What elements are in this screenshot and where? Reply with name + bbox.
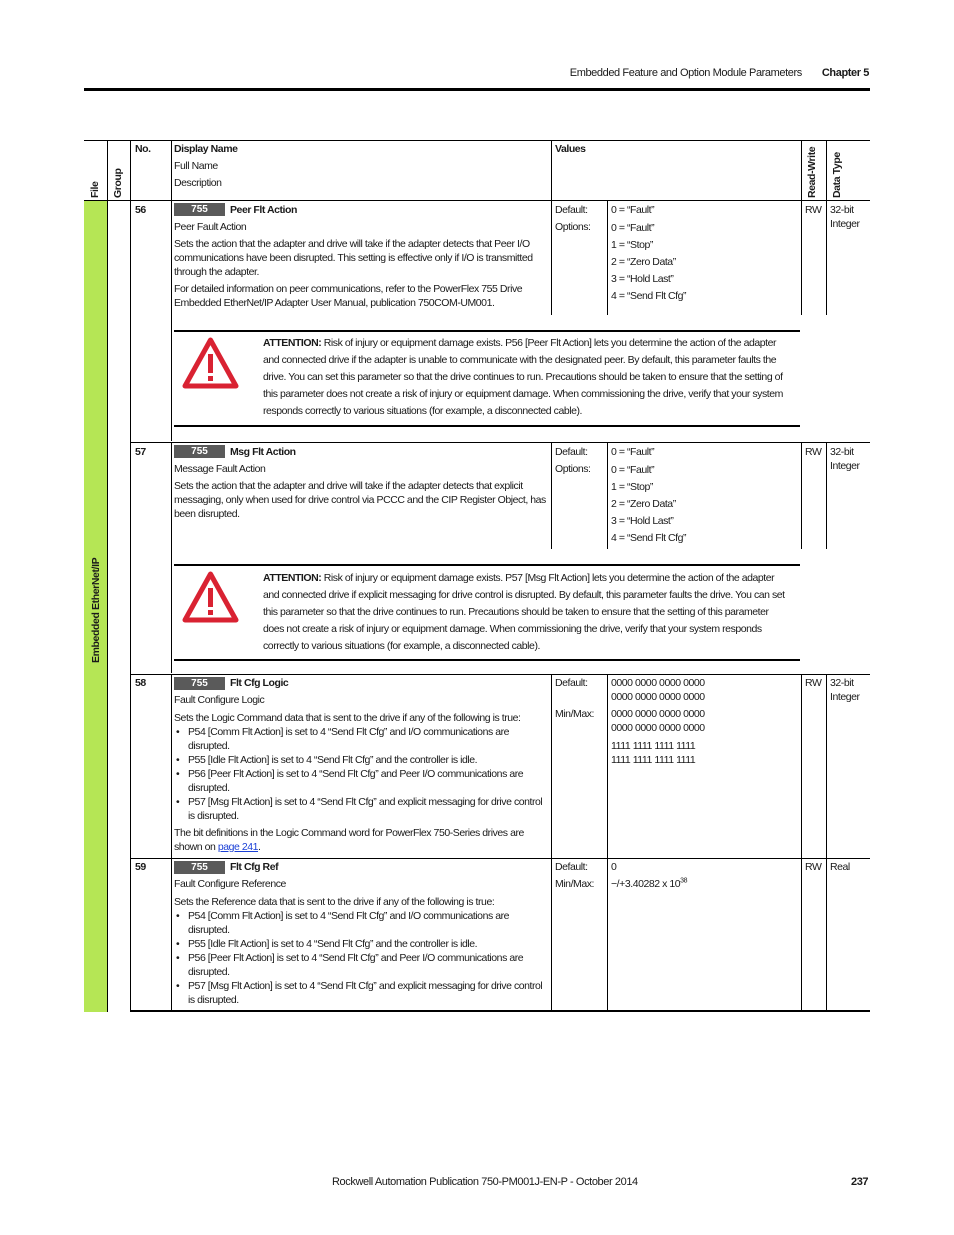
rule	[826, 675, 827, 858]
col-rule-group	[130, 140, 131, 1012]
rule	[171, 549, 172, 673]
option-item: 3 = “Hold Last”	[611, 515, 674, 527]
rule	[826, 859, 827, 1011]
row-rule	[130, 858, 870, 859]
warning-triangle-icon	[182, 571, 239, 623]
param-full-name: Fault Configure Reference	[174, 878, 286, 890]
param-number: 57	[135, 446, 146, 458]
data-type: 32-bit Integer	[830, 677, 860, 703]
table-top-rule	[84, 140, 870, 141]
param-description: Sets the Logic Command data that is sent to the drive if any of the following is true:	[174, 712, 521, 724]
col-header-read-write: Read-Write	[806, 146, 818, 198]
option-item: 3 = “Hold Last”	[611, 273, 674, 285]
options-label: Options:	[555, 463, 591, 475]
page-link[interactable]: page 241	[217, 841, 259, 853]
param-display-name: Peer Flt Action	[230, 204, 297, 216]
col-header-name	[174, 142, 544, 190]
data-type: 32-bit Integer	[830, 204, 860, 230]
col-rule-name	[551, 140, 552, 201]
attention-label: ATTENTION:	[263, 572, 322, 584]
attention-body: Risk of injury or equipment damage exists. P56 [Peer Flt Action] lets you determine the action of the adapter and connected drive if the adapter is unable to communicate with the designated peer. By default, this parameter faults the drive. You can set this parameter so that the drive continues to run. Precautions should be taken to ensure that the setting of this parameter does not create a risk of injury or equipment damage. When commissioning the drive, verify that your system responds correctly to various situations (for example, a disconnected cable).	[263, 337, 783, 417]
rule	[171, 315, 172, 441]
option-item: 1 = “Stop”	[611, 239, 653, 251]
attention-bottom-rule	[174, 425, 800, 427]
col-header-data-type: Data Type	[831, 152, 843, 198]
rule	[801, 675, 802, 858]
max-line: 1111 1111 1111 1111	[611, 740, 696, 752]
options-list	[611, 462, 686, 547]
option-item: 1 = “Stop”	[611, 481, 653, 493]
condition-list	[174, 909, 550, 1007]
default-label: Default:	[555, 446, 588, 458]
condition-item: • P56 [Peer Flt Action] is set to 4 “Send Flt Cfg” and Peer I/O communications are disrupted.	[174, 767, 550, 795]
condition-item: • P57 [Msg Flt Action] is set to 4 “Send Flt Cfg” and explicit messaging for drive control is disrupted.	[174, 795, 550, 823]
warning-triangle-icon	[182, 337, 239, 389]
col-rule-rw	[826, 140, 827, 201]
max-line: 1111 1111 1111 1111	[611, 754, 696, 766]
data-type: Real	[830, 861, 850, 873]
row-rule	[130, 674, 870, 675]
condition-item: • P56 [Peer Flt Action] is set to 4 “Send Flt Cfg” and Peer I/O communications are disrupted.	[174, 951, 550, 979]
max-value	[611, 739, 695, 767]
attention-label: ATTENTION:	[263, 337, 322, 349]
param-number: 58	[135, 677, 146, 689]
rule	[826, 443, 827, 549]
default-line: 0000 0000 0000 0000	[611, 677, 705, 689]
rule	[607, 443, 608, 549]
default-value	[611, 676, 705, 704]
param-description-ref: For detailed information on peer communications, refer to the PowerFlex 755 Drive Embedded EtherNet/IP Adapter User Manual, publication 750COM-UM001.	[174, 283, 523, 309]
param-full-name: Peer Fault Action	[174, 221, 247, 233]
condition-item: • P55 [Idle Flt Action] is set to 4 “Send Flt Cfg” and the controller is idle.	[174, 937, 550, 951]
param-body	[174, 877, 550, 1007]
rule	[801, 443, 802, 549]
file-label: Embedded EtherNet/IP	[90, 557, 102, 663]
minmax-mantissa: −/+3.40282 x 10	[611, 878, 681, 890]
param-note-text: The bit definitions in the Logic Command word for PowerFlex 750-Series drives are shown on	[174, 827, 524, 853]
col-header-group: Group	[112, 168, 124, 198]
rule	[551, 859, 552, 1011]
read-write: RW	[805, 446, 822, 458]
data-type: 32-bit Integer	[830, 446, 860, 472]
col-header-values: Values	[555, 143, 586, 155]
param-display-name: Msg Flt Action	[230, 446, 296, 458]
read-write: RW	[805, 204, 822, 216]
min-line: 0000 0000 0000 0000	[611, 722, 705, 734]
option-item: 4 = “Send Flt Cfg”	[611, 290, 687, 302]
row-rule	[130, 442, 870, 443]
param-full-name: Message Fault Action	[174, 463, 266, 475]
minmax-label: Min/Max:	[555, 878, 594, 890]
rule	[551, 675, 552, 858]
option-item: 0 = “Fault”	[611, 464, 655, 476]
col-header-display-name: Display Name	[174, 143, 238, 155]
col-rule-no	[171, 140, 172, 201]
page-number: 237	[851, 1176, 869, 1188]
option-item: 2 = “Zero Data”	[611, 498, 676, 510]
param-note: The bit definitions in the Logic Command word for PowerFlex 750-Series drives are shown on page 241.	[174, 827, 524, 853]
publication-footer: Rockwell Automation Publication 750-PM001J-EN-P - October 2014	[332, 1176, 638, 1188]
rule	[551, 443, 552, 549]
default-label: Default:	[555, 861, 588, 873]
read-write: RW	[805, 861, 822, 873]
drive-badge: 755	[174, 445, 225, 458]
section-title: Embedded Feature and Option Module Parameters	[569, 67, 802, 79]
attention-bottom-rule	[174, 659, 800, 661]
col-rule-file	[107, 140, 108, 1012]
rule	[551, 201, 552, 315]
min-line: 0000 0000 0000 0000	[611, 708, 705, 720]
col-header-description: Description	[174, 177, 222, 189]
options-label: Options:	[555, 221, 591, 233]
default-value: 0 = “Fault”	[611, 204, 655, 216]
rule	[171, 201, 172, 315]
condition-list	[174, 725, 550, 823]
param-full-name: Fault Configure Logic	[174, 694, 265, 706]
attention-body: Risk of injury or equipment damage exists. P57 [Msg Flt Action] lets you determine the action of the adapter and connected drive if explicit messaging for drive control is disrupted. By default, this parameter faults the drive. You can set this parameter so that the drive continues to run. Precautions should be taken to ensure that the setting of this parameter does not create a risk of injury or equipment damage. When commissioning the drive, verify that your system responds correctly to various situations (for example, a disconnected cable).	[263, 572, 785, 652]
minmax-exponent: 38	[680, 877, 688, 885]
option-item: 4 = “Send Flt Cfg”	[611, 532, 687, 544]
table-bottom-rule	[130, 1010, 870, 1012]
read-write: RW	[805, 677, 822, 689]
chapter-label: Chapter 5	[821, 67, 869, 79]
rule	[607, 859, 608, 1011]
param-description: Sets the Reference data that is sent to the drive if any of the following is true:	[174, 896, 495, 908]
col-header-file: File	[89, 181, 101, 198]
col-header-no: No.	[135, 143, 151, 155]
drive-badge: 755	[174, 203, 225, 216]
default-line: 0000 0000 0000 0000	[611, 691, 705, 703]
rule	[607, 675, 608, 858]
options-list	[611, 220, 686, 305]
attention-text	[263, 570, 785, 655]
col-rule-values	[801, 140, 802, 201]
condition-item: • P54 [Comm Flt Action] is set to 4 “Send Flt Cfg” and I/O communications are disrupted.	[174, 909, 550, 937]
param-body	[174, 220, 548, 310]
default-value: 0	[611, 861, 617, 873]
param-display-name: Flt Cfg Logic	[230, 677, 289, 689]
attention-text	[263, 335, 785, 420]
param-body	[174, 462, 548, 521]
running-header	[570, 67, 869, 79]
table-header-rule	[84, 200, 870, 201]
min-value	[611, 707, 705, 735]
param-description: Sets the action that the adapter and drive will take if the adapter detects that explicit messaging, only when used for drive control via PCCC and the CIP Register Object, has been disrupted.	[174, 480, 546, 520]
rule	[801, 201, 802, 315]
header-rule	[84, 88, 870, 91]
param-number: 56	[135, 204, 146, 216]
default-label: Default:	[555, 677, 588, 689]
condition-item: • P57 [Msg Flt Action] is set to 4 “Send Flt Cfg” and explicit messaging for drive control is disrupted.	[174, 979, 550, 1007]
attention-top-rule	[174, 564, 800, 566]
param-number: 59	[135, 861, 146, 873]
col-header-full-name: Full Name	[174, 160, 218, 172]
minmax-label: Min/Max:	[555, 708, 594, 720]
default-value: 0 = “Fault”	[611, 446, 655, 458]
rule	[171, 859, 172, 1011]
rule	[171, 675, 172, 858]
condition-item: • P55 [Idle Flt Action] is set to 4 “Send Flt Cfg” and the controller is idle.	[174, 753, 550, 767]
rule	[607, 201, 608, 315]
attention-top-rule	[174, 330, 800, 332]
rule	[801, 859, 802, 1011]
option-item: 0 = “Fault”	[611, 222, 655, 234]
param-description: Sets the action that the adapter and drive will take if the adapter detects that Peer I/O communications have been disrupted. This setting is effective only if I/O is transmitted through the adapter.	[174, 238, 533, 278]
minmax-value	[611, 877, 687, 891]
rule	[171, 443, 172, 549]
param-display-name: Flt Cfg Ref	[230, 861, 279, 873]
option-item: 2 = “Zero Data”	[611, 256, 676, 268]
rule	[826, 201, 827, 315]
drive-badge: 755	[174, 861, 225, 874]
condition-item: • P54 [Comm Flt Action] is set to 4 “Send Flt Cfg” and I/O communications are disrupted.	[174, 725, 550, 753]
param-body	[174, 693, 550, 854]
drive-badge: 755	[174, 677, 225, 690]
default-label: Default:	[555, 204, 588, 216]
